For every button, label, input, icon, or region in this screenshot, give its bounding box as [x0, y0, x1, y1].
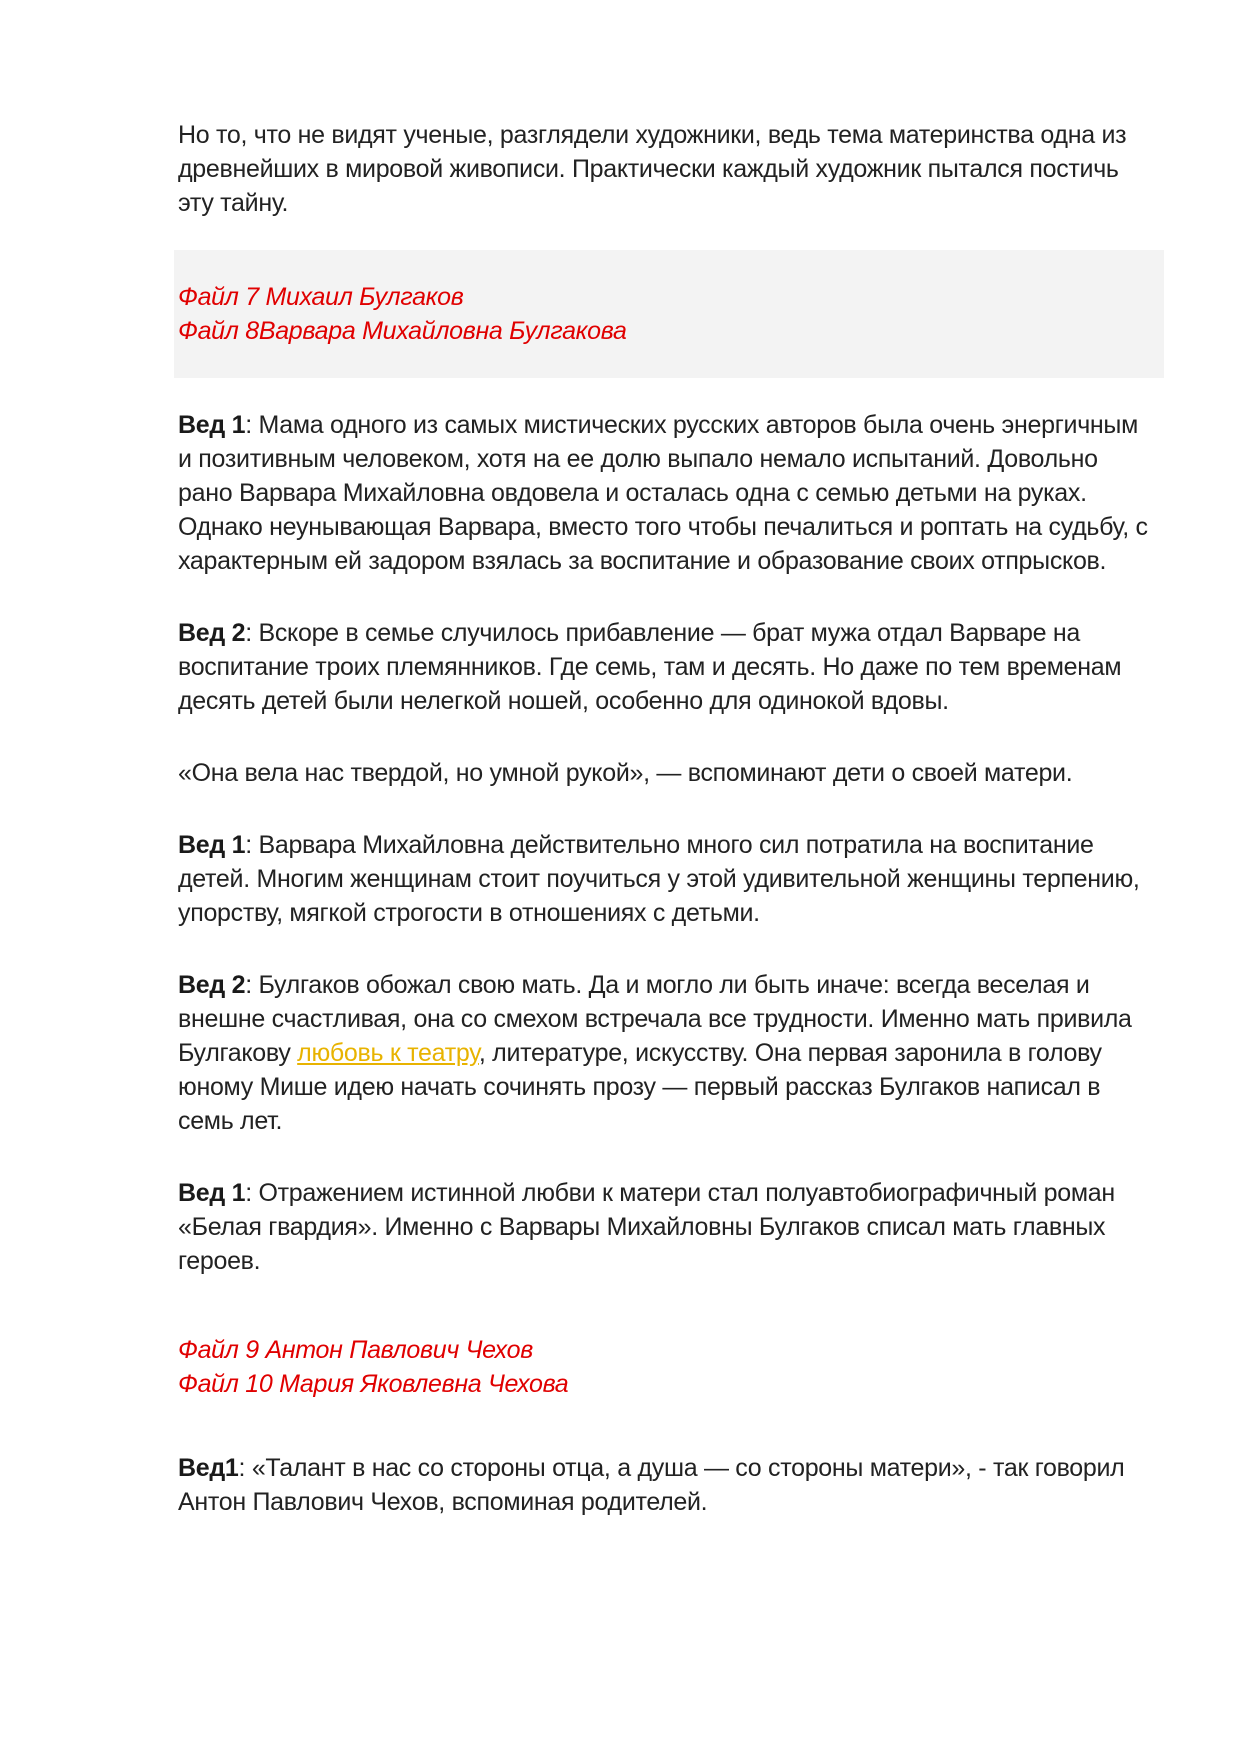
paragraph-text: : «Талант в нас со стороны отца, а душа — со стороны матери», - так говорил Антон Павлович Чехов, вспоминая родителей. [178, 1454, 1125, 1516]
speaker-label: Вед 2 [178, 619, 246, 647]
document-page [178, 118, 1158, 1519]
speaker-label: Вед 1 [178, 1179, 246, 1207]
file-reference: Файл 7 Михаил Булгаков [178, 283, 464, 311]
file-references-box-1 [174, 250, 1164, 378]
paragraph-text: : Отражением истинной любви к матери стал полуавтобиографичный роман «Белая гвардия». Именно с Варвары Михайловны Булгаков списал мать главных героев. [178, 1179, 1115, 1275]
intro-paragraph: Но то, что не видят ученые, разглядели художники, ведь тема материнства одна из древнейших в мировой живописи. Практически каждый художник пытался постичь эту тайну. [178, 121, 1127, 217]
paragraph-text: : Варвара Михайловна действительно много сил потратила на воспитание детей. Многим женщинам стоит поучиться у этой удивительной женщины терпению, упорству, мягкой строгости в отношениях с детьми. [178, 831, 1140, 927]
paragraph-text: : Мама одного из самых мистических русских авторов была очень энергичным и позитивным человеком, хотя на ее долю выпало немало испытаний. Довольно рано Варвара Михайловна овдовела и осталась одна с семью детьми на руках. Однако неунывающая Варвара, вместо того чтобы печалиться и роптать на судьбу, с характерным ей задором взялась за воспитание и образование своих отпрысков. [178, 411, 1148, 575]
speaker-paragraph [178, 408, 1158, 578]
file-reference: Файл 9 Антон Павлович Чехов [178, 1336, 533, 1364]
quote-paragraph: «Она вела нас твердой, но умной рукой», — вспоминают дети о своей матери. [178, 759, 1073, 787]
speaker-label: Вед 1 [178, 831, 246, 859]
file-reference: Файл 8Варвара Михайловна Булгакова [178, 317, 627, 345]
speaker-paragraph [178, 616, 1158, 718]
speaker-label: Вед1 [178, 1454, 239, 1482]
file-references-box-2 [178, 1333, 1158, 1401]
speaker-paragraph [178, 1451, 1158, 1519]
paragraph-text: : Вскоре в семье случилось прибавление — брат мужа отдал Варваре на воспитание троих племянников. Где семь, там и десять. Но даже по тем временам десять детей были нелегкой ношей, особенно для одинокой вдовы. [178, 619, 1122, 715]
file-reference: Файл 10 Мария Яковлевна Чехова [178, 1370, 569, 1398]
paragraph-text: : Булгаков обожал свою мать. Да и могло ли быть иначе: всегда веселая и внешне счастливая, она со смехом встречала все трудности. Именно мать привила Булгакову [178, 971, 1132, 1067]
speaker-label: Вед 2 [178, 971, 246, 999]
theatre-link[interactable]: любовь к театру [297, 1039, 479, 1067]
speaker-paragraph [178, 968, 1158, 1138]
speaker-paragraph [178, 1176, 1158, 1278]
speaker-label: Вед 1 [178, 411, 246, 439]
speaker-paragraph [178, 828, 1158, 930]
paragraph-text: , литературе, искусству. Она первая заронила в голову юному Мише идею начать сочинять прозу — первый рассказ Булгаков написал в семь лет. [178, 1039, 1102, 1135]
